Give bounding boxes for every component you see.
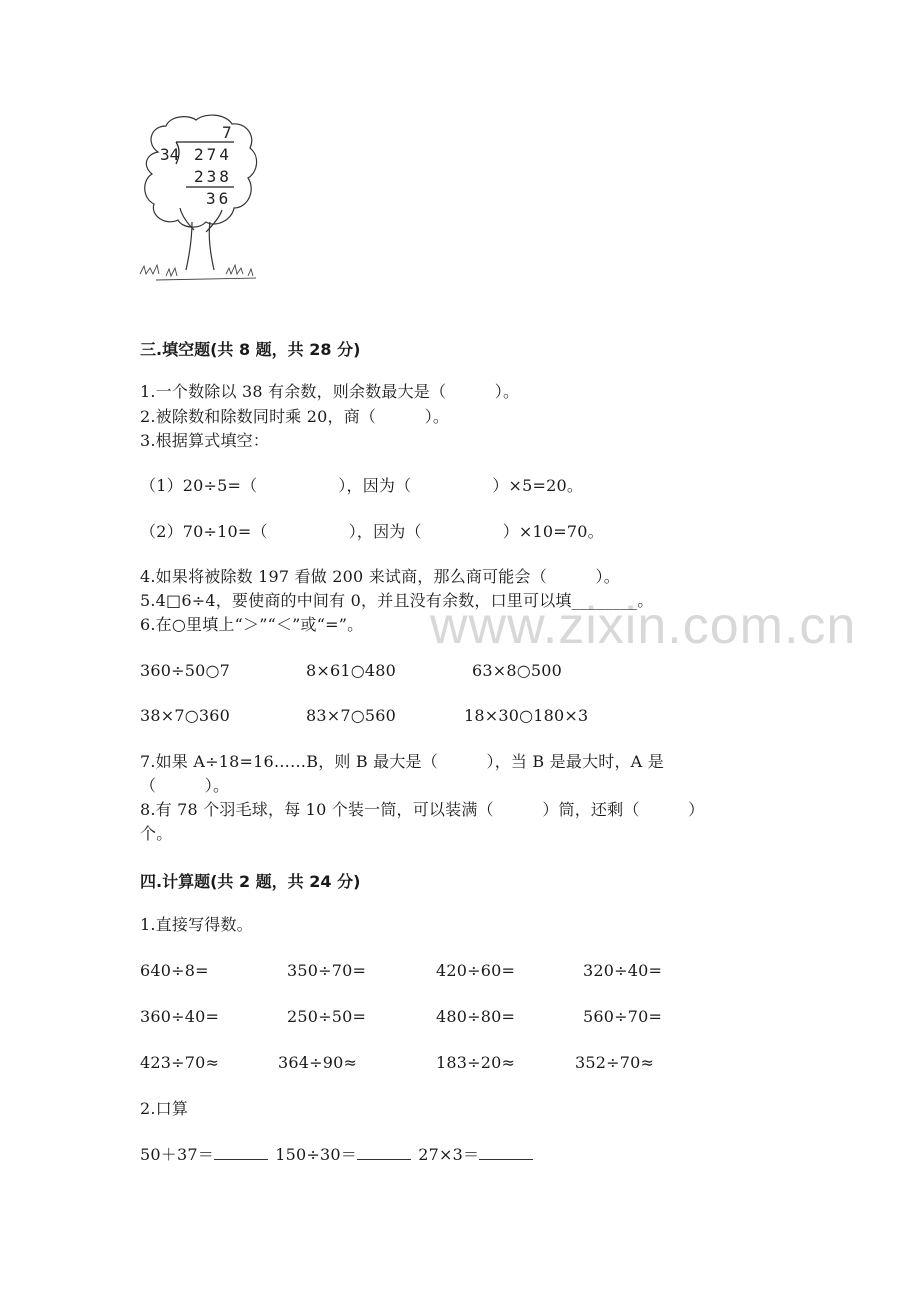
calc-item: 640÷8= [140,961,209,980]
section3-title: 三.填空题(共 8 题，共 28 分) [140,340,361,359]
calc-item: 423÷70≈ [140,1053,220,1072]
question-7-line-1: 7.如果 A÷18=16……B，则 B 最大是（ ），当 B 是最大时，A 是 [140,752,664,771]
compare-item: 83×7○560 [306,706,397,725]
question-3-part-2: （2）70÷10=（ ），因为（ ）×10=70。 [140,522,604,541]
compare-item: 18×30○180×3 [464,706,589,725]
question-3-part-1: （1）20÷5=（ ），因为（ ）×5=20。 [140,476,584,495]
dividend-value: 274 [194,145,232,164]
answer-blank[interactable] [479,1145,533,1160]
calc-question-2: 2.口算 [140,1099,189,1118]
compare-item: 38×7○360 [140,706,231,725]
question-7-line-2: （ ）。 [140,776,230,795]
watermark: www.zixin.com.cn [430,597,857,655]
calc-item: 350÷70= [287,961,367,980]
calc-item: 352÷70≈ [575,1053,655,1072]
tree-trunk [180,208,222,270]
question-8-line-2: 个。 [140,824,173,843]
question-5: 5.4□6÷4，要使商的中间有 0，并且没有余数，口里可以填________。 [140,591,654,610]
quotient-digit: 7 [222,123,232,142]
tree-division-figure [136,112,266,292]
calc-item: 320÷40= [583,961,663,980]
oral-calc-item: 50＋37＝ [140,1145,214,1164]
question-2: 2.被除数和除数同时乘 20，商（ ）。 [140,407,450,426]
answer-blank[interactable] [214,1145,268,1160]
calc-item: 250÷50= [287,1007,367,1026]
question-6: 6.在○里填上“＞”“＜”或“=”。 [140,615,364,634]
section4-title: 四.计算题(共 2 题，共 24 分) [140,872,361,891]
calc-question-1: 1.直接写得数。 [140,915,253,934]
calc-item: 183÷20≈ [436,1053,516,1072]
oral-calc-item: 150÷30＝ [275,1145,357,1164]
calc-item: 480÷80= [436,1007,516,1026]
compare-item: 63×8○500 [472,661,563,680]
grass [140,265,256,280]
answer-blank[interactable] [357,1145,411,1160]
question-1: 1.一个数除以 38 有余数，则余数最大是（ ）。 [140,382,520,401]
compare-item: 360÷50○7 [140,661,231,680]
question-8-line-1: 8.有 78 个羽毛球，每 10 个装一筒，可以装满（ ）筒，还剩（ ） [140,800,705,819]
product-value: 238 [194,167,232,186]
oral-calc-row [140,1144,533,1166]
calc-item: 420÷60= [436,961,516,980]
remainder-value: 36 [206,189,232,208]
calc-item: 364÷90≈ [278,1053,358,1072]
calc-item: 560÷70= [583,1007,663,1026]
question-3: 3.根据算式填空： [140,431,270,450]
oral-calc-item: 27×3＝ [418,1145,480,1164]
compare-item: 8×61○480 [306,661,397,680]
divisor-value: 34 [160,145,180,164]
calc-item: 360÷40= [140,1007,220,1026]
question-4: 4.如果将被除数 197 看做 200 来试商，那么商可能会（ ）。 [140,567,620,586]
